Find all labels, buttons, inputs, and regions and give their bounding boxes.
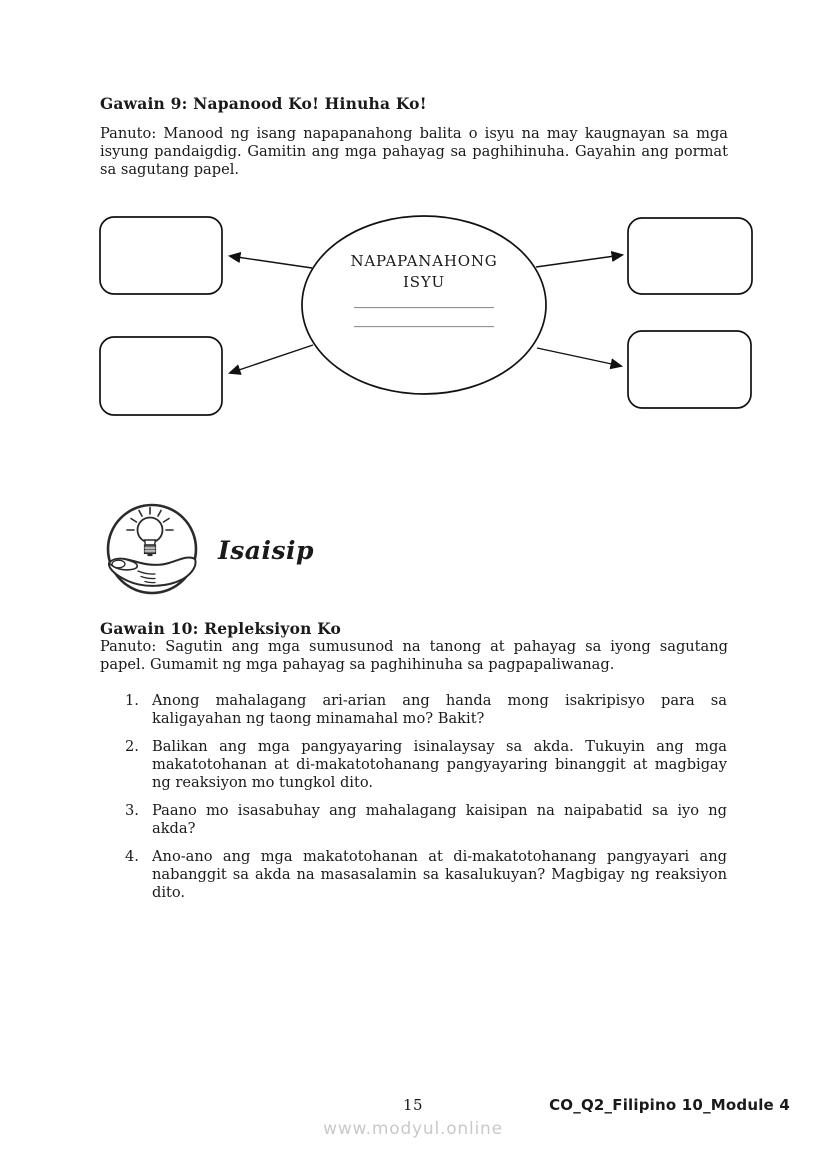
concept-map-diagram bbox=[0, 0, 826, 440]
question-number: 4. bbox=[125, 848, 139, 865]
question-number: 2. bbox=[125, 738, 139, 755]
question-text: Anong mahalagang ari-arian ang handa mong isakripisyo para sa kaligayahan ng taong minamahal mo? Bakit? bbox=[152, 692, 727, 727]
arrow-to-top-left bbox=[230, 256, 312, 268]
answer-box-top-right bbox=[628, 218, 752, 294]
center-topic-line2: ISYU bbox=[403, 273, 445, 291]
question-text: Paano mo isasabuhay ang mahalagang kaisipan na naipabatid sa iyo ng akda? bbox=[152, 802, 727, 837]
question-item-4 bbox=[125, 848, 727, 902]
gawain10-title: Gawain 10: Repleksiyon Ko bbox=[100, 619, 342, 638]
question-number: 1. bbox=[125, 692, 139, 709]
center-topic-line1: NAPAPANAHONG bbox=[350, 252, 498, 270]
gawain9-title: Gawain 9: Napanood Ko! Hinuha Ko! bbox=[100, 94, 427, 113]
arrow-to-bottom-left bbox=[230, 345, 313, 373]
question-text: Ano-ano ang mga makatotohanan at di-makatotohanang pangyayari ang nabanggit sa akda na masasalamin sa kasalukuyan? Magbigay ng reaksiyon dito. bbox=[152, 848, 727, 901]
reflection-question-list bbox=[125, 692, 727, 912]
question-item-3 bbox=[125, 802, 727, 838]
question-item-2 bbox=[125, 738, 727, 792]
question-item-1 bbox=[125, 692, 727, 728]
isaisip-heading: Isaisip bbox=[218, 536, 315, 565]
topic-blank-line-2: ____________________ bbox=[354, 312, 494, 328]
answer-box-bottom-right bbox=[628, 331, 751, 408]
answer-box-bottom-left bbox=[100, 337, 222, 415]
watermark-text: www.modyul.online bbox=[323, 1119, 503, 1139]
arrow-to-bottom-right bbox=[537, 348, 621, 366]
gawain9-instructions: Panuto: Manood ng isang napapanahong balita o isyu na may kaugnayan sa mga isyung pandaigdig. Gamitin ang mga pahayag sa paghihinuha. Gayahin ang pormat sa sagutang papel. bbox=[100, 125, 728, 178]
arrow-to-top-right bbox=[536, 255, 622, 267]
question-text: Balikan ang mga pangyayaring isinalaysay sa akda. Tukuyin ang mga makatotohanan at di-makatotohanang pangyayaring binanggit at magbigay ng reaksiyon mo tungkol dito. bbox=[152, 738, 727, 791]
topic-blank-line-1: ____________________ bbox=[354, 293, 494, 309]
gawain10-instructions: Panuto: Sagutin ang mga sumusunod na tanong at pahayag sa iyong sagutang papel. Gumamit ng mga pahayag sa paghihinuha sa pagpapaliwanag. bbox=[100, 638, 728, 673]
page-number: 15 bbox=[402, 1096, 424, 1114]
lightbulb-in-hand-icon bbox=[104, 501, 200, 597]
answer-box-top-left bbox=[100, 217, 222, 294]
module-code-label: CO_Q2_Filipino 10_Module 4 bbox=[549, 1096, 790, 1114]
question-number: 3. bbox=[125, 802, 139, 819]
